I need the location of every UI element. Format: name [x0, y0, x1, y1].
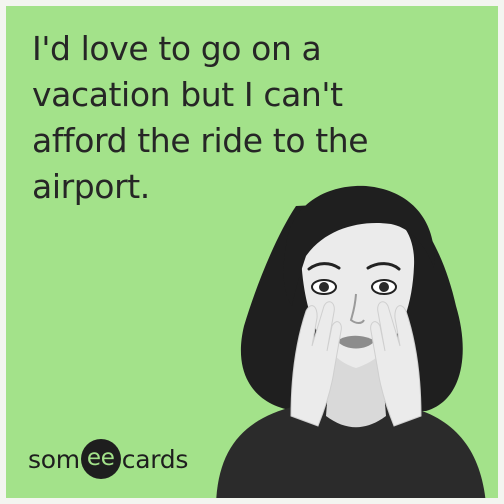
someecards-logo [28, 434, 188, 484]
brand-circle: ee [81, 439, 121, 479]
caption-text: I'd love to go on a vacation but I can't afford the ride to the airport. [32, 29, 369, 206]
brand-prefix: som [28, 444, 80, 474]
brand-suffix: cards [121, 444, 189, 474]
